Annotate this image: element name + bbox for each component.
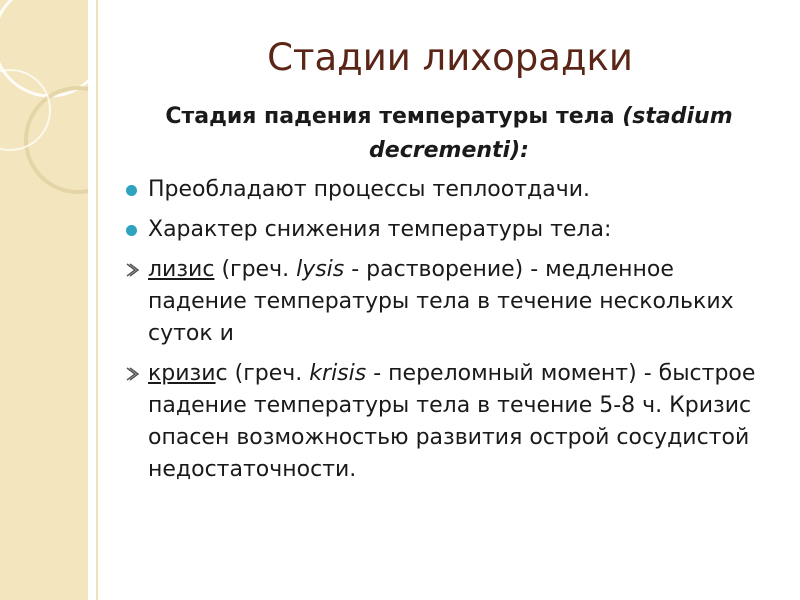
chevron-right-icon — [124, 366, 140, 382]
sub-item-lysis — [122, 254, 776, 350]
term-lysis: лизис — [148, 257, 215, 282]
term-text: - растворение) - медленное падение температуры тела в течение нескольких суток и — [148, 257, 734, 346]
round-bullet-icon — [126, 225, 137, 236]
term-text: - переломный момент) - быстрое падение температуры тела в течение 5-8 ч. Кризис опасен возможностью развития острой сосудистой недостаточности. — [148, 361, 756, 482]
term-krisis: кризи — [148, 361, 216, 386]
subtitle-main: Стадия падения температуры тела — [165, 104, 623, 129]
term-text: (греч. — [214, 257, 297, 282]
bullet-item — [122, 214, 776, 246]
decorative-circles — [0, 0, 88, 600]
slide-content — [122, 100, 776, 494]
subtitle-latin: (stadium decrementi): — [369, 104, 733, 163]
term-text: (греч. — [227, 361, 310, 386]
chevron-right-icon — [124, 262, 140, 278]
term-tail: с — [215, 361, 228, 386]
slide-subtitle — [122, 100, 776, 168]
bullet-text: Преобладают процессы теплоотдачи. — [148, 177, 591, 202]
term-latin: krisis — [309, 361, 367, 386]
bullet-text: Характер снижения температуры тела: — [148, 217, 612, 242]
term-latin: lysis — [296, 257, 345, 282]
round-bullet-icon — [126, 185, 137, 196]
decorative-side-band — [0, 0, 88, 600]
sub-item-krisis — [122, 358, 776, 486]
slide-title: Стадии лихорадки — [267, 36, 633, 79]
decorative-divider-line — [96, 0, 98, 600]
bullet-item — [122, 174, 776, 206]
